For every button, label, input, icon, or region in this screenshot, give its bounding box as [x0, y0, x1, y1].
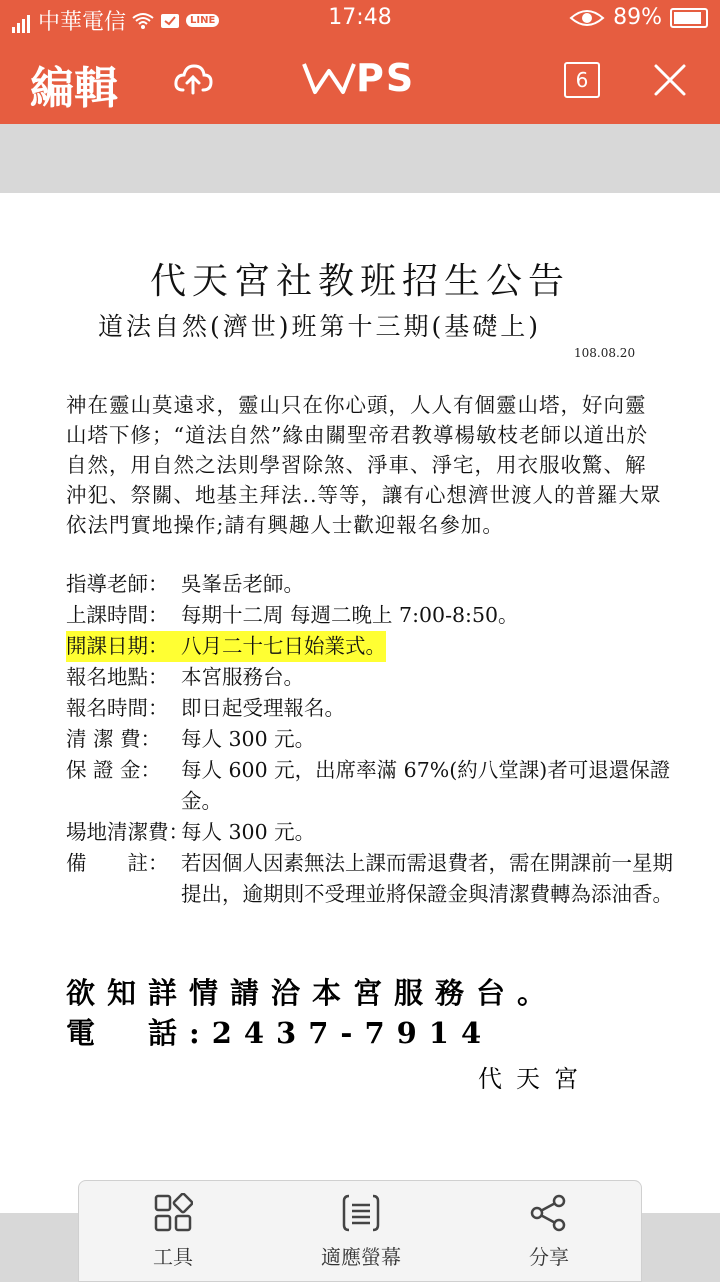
battery-icon	[670, 8, 708, 28]
info-label: 報名地點：	[66, 665, 169, 689]
info-value: 每期十二周 每週二晚上 7:00-8:50。	[181, 603, 519, 627]
toolbar	[0, 40, 720, 120]
tools-label: 工具	[153, 1245, 193, 1269]
info-row-cleaning-fee	[66, 724, 676, 755]
info-value: 即日起受理報名。	[181, 696, 345, 720]
fit-screen-button[interactable]	[301, 1193, 421, 1270]
info-value: 若因個人因素無法上課而需退費者，需在開課前一星期提出，逾期則不受理並將保證金與清潔費轉為添油香。	[181, 851, 673, 906]
wps-logo	[302, 58, 415, 98]
edit-button[interactable]: 編輯	[30, 63, 118, 114]
info-list	[66, 569, 676, 910]
document-count-button[interactable]: 6	[564, 62, 600, 98]
app-header	[0, 0, 720, 124]
info-label: 備 註：	[66, 851, 169, 875]
page-subtitle: 道法自然(濟世)班第十三期(基礎上)	[98, 312, 542, 341]
info-label: 報名時間：	[66, 696, 169, 720]
signature: 代天宮	[478, 1065, 592, 1093]
document-page	[0, 193, 720, 1213]
eye-icon	[569, 8, 605, 28]
status-bar	[0, 0, 720, 36]
info-value: 本宮服務台。	[181, 665, 304, 689]
info-label: 場地清潔費：	[66, 820, 189, 844]
share-button[interactable]	[489, 1193, 609, 1270]
line-app-icon: LINE	[186, 14, 219, 27]
info-label: 清 潔 費：	[66, 727, 162, 751]
contact-line: 欲知詳情請洽本宮服務台。	[66, 976, 559, 1010]
page-title: 代天宮社教班招生公告	[149, 261, 570, 302]
phone-line: 電 話:2437-7914	[66, 1016, 494, 1050]
contact-info	[66, 973, 558, 1053]
wps-logo-text: PS	[356, 56, 416, 100]
fit-screen-label: 適應螢幕	[321, 1245, 401, 1269]
info-row-registration-time	[66, 693, 676, 724]
share-icon	[529, 1193, 569, 1233]
info-value: 每人 300 元。	[181, 820, 316, 844]
info-row-venue-fee	[66, 817, 676, 848]
info-row-start-date	[66, 631, 676, 662]
info-label: 保 證 金：	[66, 758, 162, 782]
info-row-remarks	[66, 848, 676, 910]
info-label: 上課時間：	[66, 603, 169, 627]
fit-screen-icon	[341, 1193, 381, 1233]
info-row-teacher	[66, 569, 676, 600]
info-value: 吳峯岳老師。	[181, 572, 304, 596]
battery-percent: 89%	[613, 5, 662, 30]
tools-grid-icon	[153, 1193, 193, 1233]
close-icon[interactable]	[652, 62, 688, 98]
status-right	[569, 5, 708, 30]
info-value: 每人 600 元，出席率滿 67%(約八堂課)者可退還保證金。	[181, 758, 671, 813]
document-date: 108.08.20	[574, 346, 636, 360]
intro-paragraph: 神在靈山莫遠求，靈山只在你心頭，人人有個靈山塔，好向靈山塔下修；“道法自然”緣由關聖帝君教導楊敏枝老師以道出於自然，用自然之法則學習除煞、淨車、淨宅，用衣服收驚、解沖犯、祭關、地基主拜法..等等，讓有心想濟世渡人的普羅大眾依法門實地操作;請有興趣人士歡迎報名參加。	[66, 393, 662, 537]
share-label: 分享	[529, 1245, 569, 1269]
info-row-class-time	[66, 600, 676, 631]
carrier-name: 中華電信	[38, 10, 127, 35]
info-value: 每人 300 元。	[181, 727, 316, 751]
info-label: 指導老師：	[66, 572, 169, 596]
info-row-deposit	[66, 755, 676, 817]
info-row-location	[66, 662, 676, 693]
wps-w-icon	[302, 61, 356, 95]
clock: 17:48	[328, 5, 392, 30]
info-label: 開課日期：	[66, 631, 181, 662]
bottom-toolbar	[78, 1180, 642, 1282]
tools-button[interactable]	[113, 1193, 233, 1270]
upload-cloud-icon[interactable]	[173, 60, 213, 100]
info-value: 八月二十七日始業式。	[181, 631, 386, 662]
